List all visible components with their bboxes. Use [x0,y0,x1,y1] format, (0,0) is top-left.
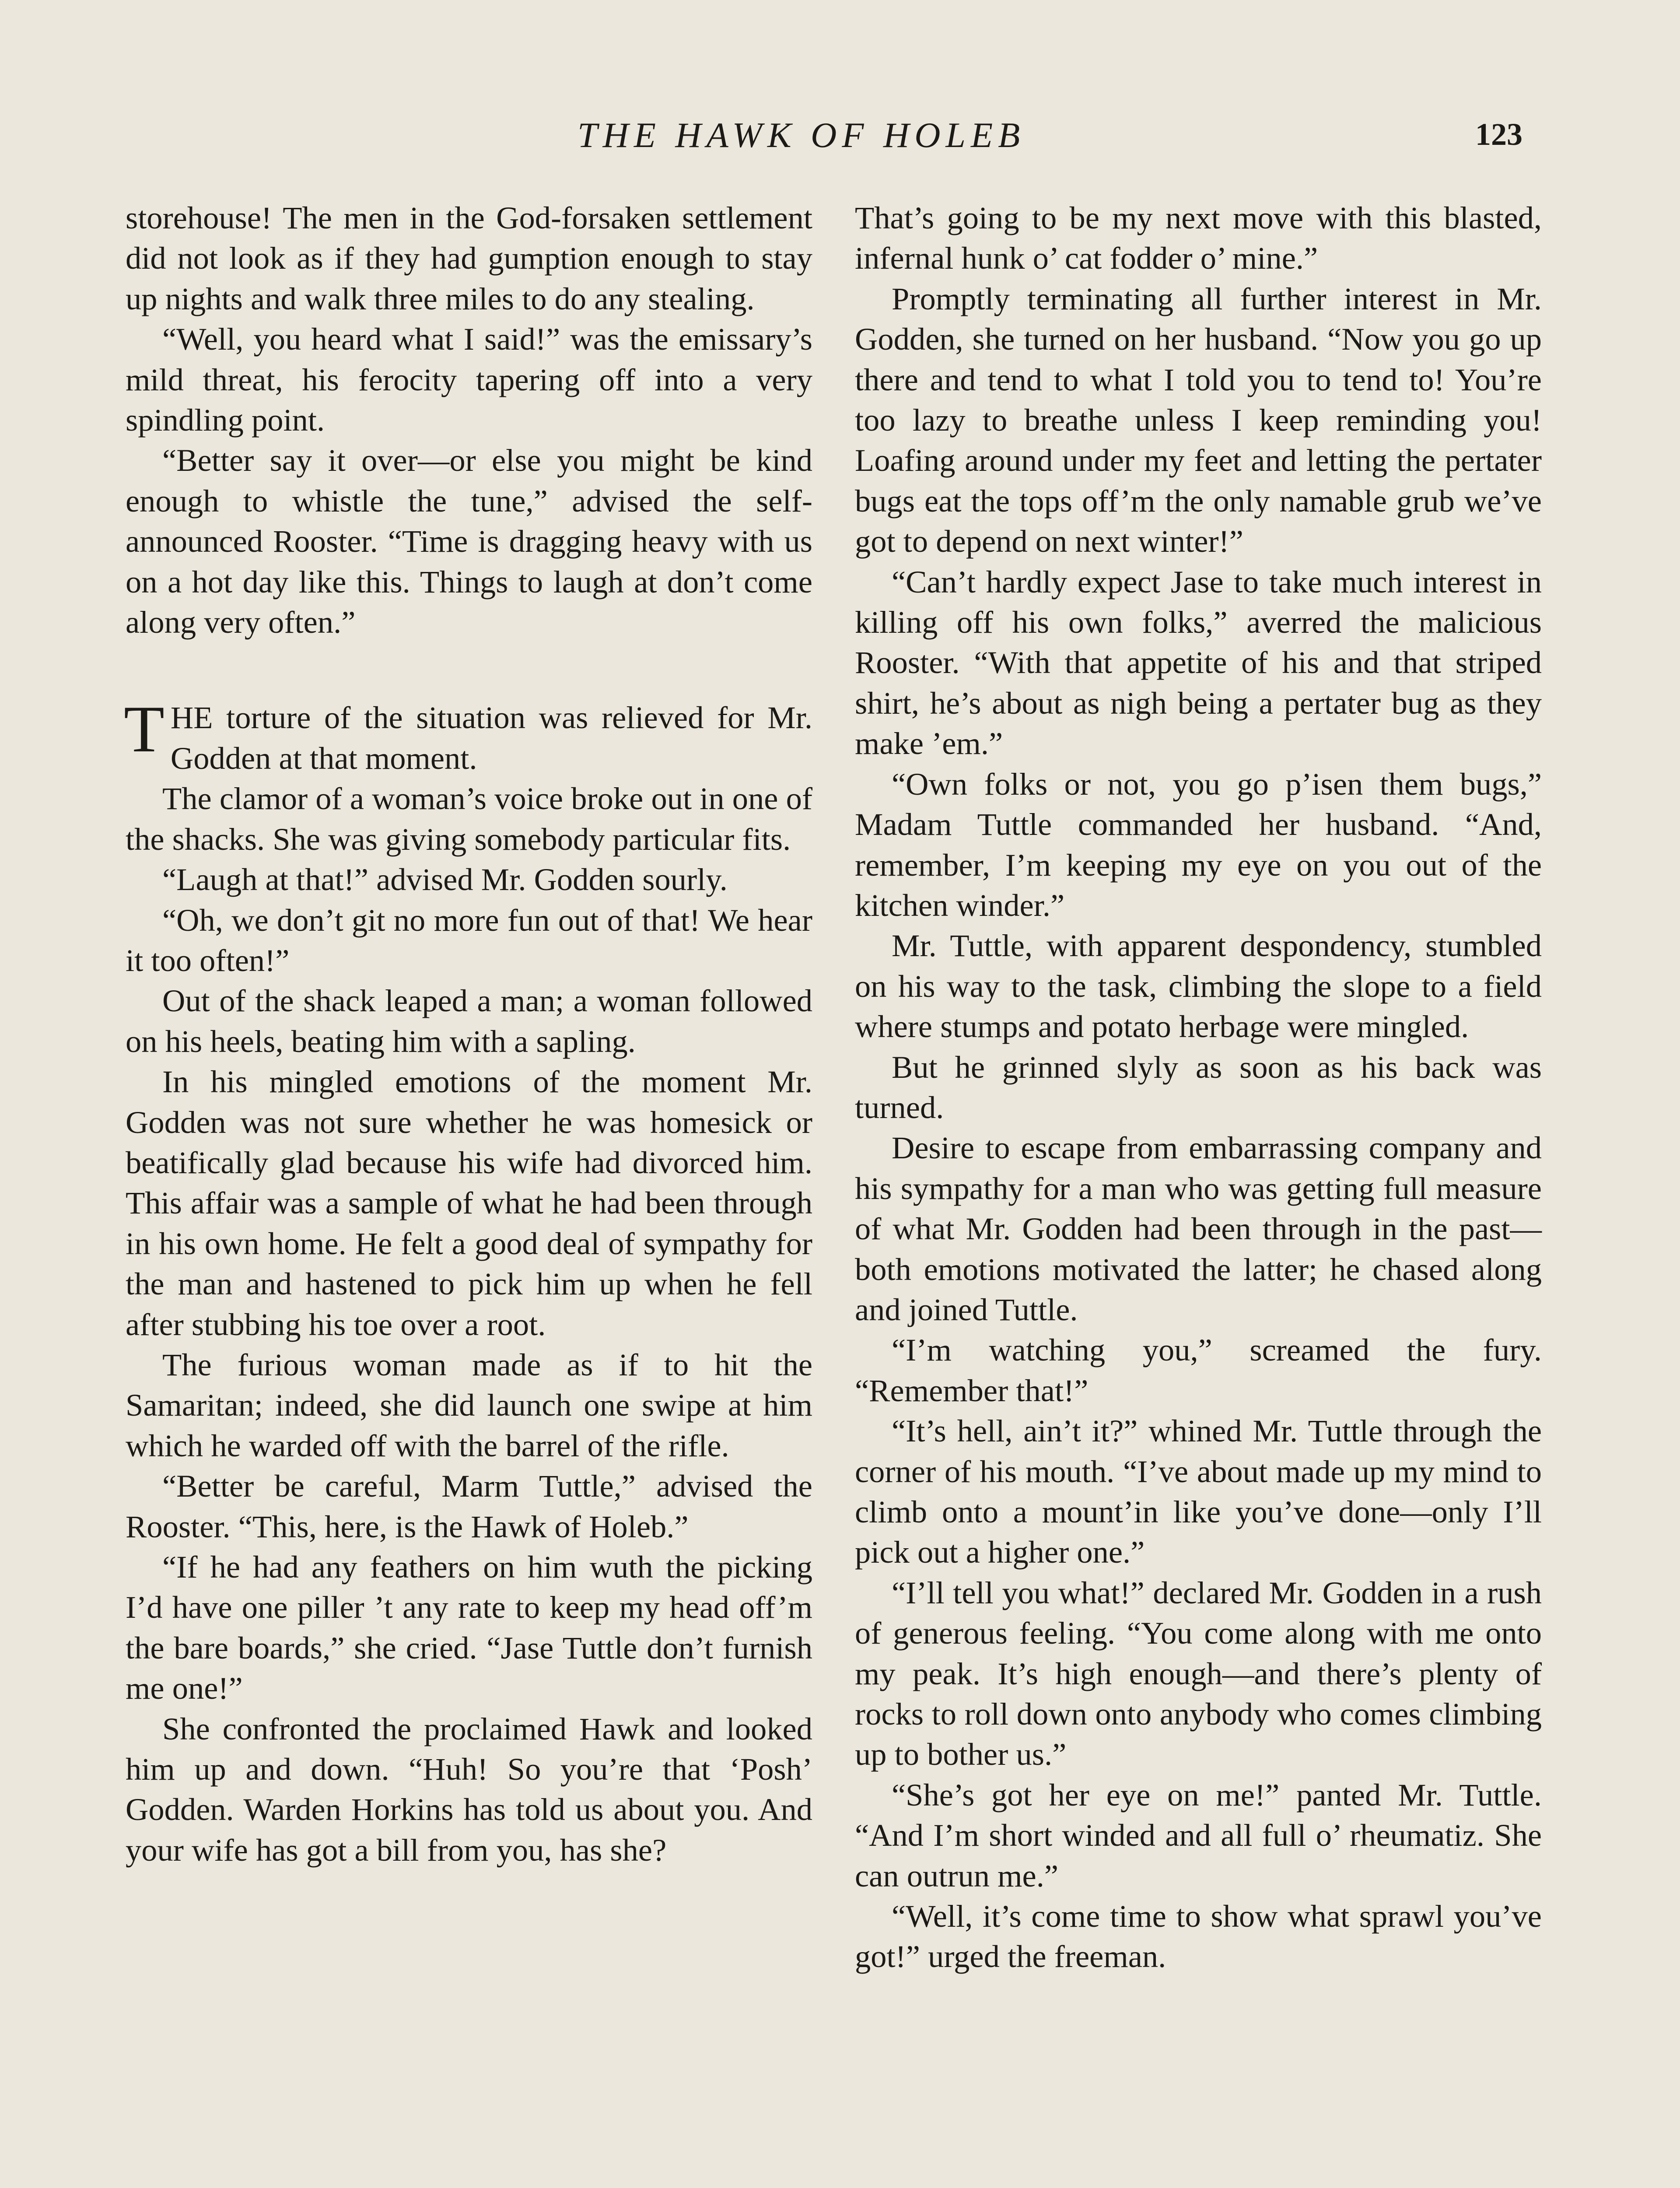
paragraph: In his mingled emotions of the moment Mr. Godden was not sure whether he was homesick or beatifically glad because his wife had divorced him. This affair was a sample of what he had been through in his own home. He felt a good deal of sympathy for the man and hastened to pick him up when he fell after stubbing his toe over a root. [126,1064,812,1342]
left-column [126,198,812,1870]
paragraph: Mr. Tuttle, with apparent despondency, stumbled on his way to the task, climbing the slope to a field where stumps and potato herbage were mingled. [855,928,1542,1045]
paragraph: The furious woman made as if to hit the Samaritan; indeed, she did launch one swipe at him which he warded off with the barrel of the rifle. [126,1346,812,1463]
paragraph: Desire to escape from embarrassing company and his sympathy for a man who was getting full measure of what Mr. Godden had been through in the past—both emotions motivated the latter; he chased along and joined Tuttle. [855,1130,1542,1327]
paragraph: “It’s hell, ain’t it?” whined Mr. Tuttle through the corner of his mouth. “I’ve about made up my mind to climb onto a mount’in like you’ve done—only I’ll pick out a higher one.” [855,1413,1542,1570]
paragraph: “Own folks or not, you go p’isen them bugs,” Madam Tuttle commanded her husband. “And, remember, I’m keeping my eye on you out of the kitchen winder.” [855,766,1542,923]
right-column [855,198,1542,1977]
paragraph: “Better be careful, Marm Tuttle,” advised the Rooster. “This, here, is the Hawk of Holeb.” [126,1468,812,1544]
paragraph: Out of the shack leaped a man; a woman followed on his heels, beating him with a sapling. [126,983,812,1059]
paragraph: storehouse! The men in the God-forsaken settlement did not look as if they had gumption enough to stay up nights and walk three miles to do any stealing. [126,200,812,316]
paragraph: “If he had any feathers on him wuth the picking I’d have one piller ’t any rate to keep my head off’m the bare boards,” she cried. “Jase Tuttle don’t furnish me one!” [126,1549,812,1706]
paragraph: “Can’t hardly expect Jase to take much interest in killing off his own folks,” averred the malicious Rooster. “With that appetite of his and that striped shirt, he’s about as nigh being a pertater bug as they make ’em.” [855,564,1542,761]
paragraph: Promptly terminating all further interest in Mr. Godden, she turned on her husband. “Now you go up there and tend to what I told you to tend to! You’re too lazy to breathe unless I keep reminding you! Loafing around under my feet and letting the pertater bugs eat the tops off’m the only namable grub we’ve got to depend on next winter!” [855,281,1542,559]
paragraph: She confronted the proclaimed Hawk and looked him up and down. “Huh! So you’re that ‘Posh’ Godden. Warden Horkins has told us about you. And your wife has got a bill from you, has she? [126,1711,812,1868]
paragraph: That’s going to be my next move with this blasted, infernal hunk o’ cat fodder o’ mine.” [855,200,1542,276]
paragraph: “Well, you heard what I said!” was the emissary’s mild threat, his ferocity tapering off into a very spindling point. [126,321,812,438]
paragraph: “I’m watching you,” screamed the fury. “Remember that!” [855,1332,1542,1408]
drop-cap: T [124,692,164,766]
running-head [0,115,1680,163]
paragraph: “Oh, we don’t git no more fun out of that! We hear it too often!” [126,902,812,978]
section-opening-paragraph [124,692,812,778]
paragraph: “Laugh at that!” advised Mr. Godden sourly. [162,862,728,898]
paragraph: “Better say it over—or else you might be kind enough to whistle the tune,” advised the self-announced Rooster. “Time is dragging heavy with us on a hot day like this. Things to laugh at don’t come along very often.” [126,442,812,640]
paragraph: But he grinned slyly as soon as his back was turned. [855,1049,1542,1125]
section-opening-text: HE torture of the situation was relieved for Mr. Godden at that moment. [170,700,812,776]
page-number: 123 [1475,117,1522,152]
paragraph: The clamor of a woman’s voice broke out in one of the shacks. She was giving somebody particular fits. [126,781,812,857]
paragraph: “I’ll tell you what!” declared Mr. Godden in a rush of generous feeling. “You come along with me onto my peak. It’s high enough—and there’s plenty of rocks to roll down onto anybody who comes climbing up to bother us.” [855,1574,1542,1772]
running-title: THE HAWK OF HOLEB [578,115,1026,155]
paragraph: “Well, it’s come time to show what sprawl you’ve got!” urged the freeman. [855,1898,1542,1974]
paragraph: “She’s got her eye on me!” panted Mr. Tuttle. “And I’m short winded and all full o’ rheumatiz. She can outrun me.” [855,1777,1542,1893]
